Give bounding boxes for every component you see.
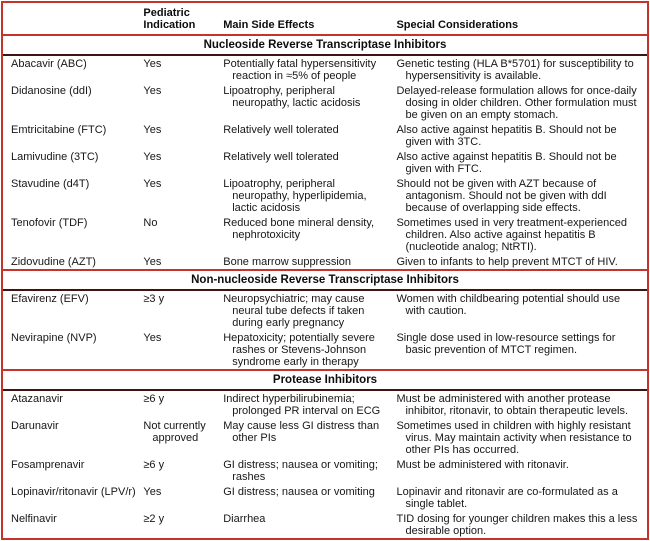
pediatric-indication: ≥3 y	[143, 292, 165, 305]
drug-name: Nelfinavir	[11, 512, 57, 525]
special-considerations: Also active against hepatitis B. Should not be given with FTC.	[396, 150, 617, 175]
side-effects: Lipoatrophy, peripheral neuropathy, hyperlipidemia, lactic acidosis	[223, 177, 367, 214]
special-considerations: Women with childbearing potential should use with caution.	[396, 292, 621, 317]
side-effects: Relatively well tolerated	[223, 150, 339, 163]
section-title-pi: Protease Inhibitors	[3, 370, 647, 390]
pediatric-indication: Yes	[143, 150, 162, 163]
side-effects: Lipoatrophy, peripheral neuropathy, lactic acidosis	[223, 84, 361, 109]
drug-name: Emtricitabine (FTC)	[11, 123, 107, 136]
pediatric-indication: Yes	[143, 177, 162, 190]
drug-name: Efavirenz (EFV)	[11, 292, 89, 305]
table-row	[3, 511, 647, 538]
drug-name: Tenofovir (TDF)	[11, 216, 88, 229]
side-effects: Relatively well tolerated	[223, 123, 339, 136]
drug-name: Lamivudine (3TC)	[11, 150, 99, 163]
special-considerations: Sometimes used in very treatment-experienced children. Also active against hepatitis B (nucleotide analog; NtRTI).	[396, 216, 627, 253]
special-considerations: Must be administered with another protease inhibitor, ritonavir, to obtain therapeutic levels.	[396, 392, 629, 417]
table-row	[3, 330, 647, 370]
pediatric-indication: ≥6 y	[143, 458, 165, 471]
section-header-row	[3, 35, 647, 55]
pediatric-indication: Not currently approved	[143, 419, 206, 444]
pediatric-indication: ≥2 y	[143, 512, 165, 525]
side-effects: Reduced bone mineral density, nephrotoxicity	[223, 216, 375, 241]
table-row	[3, 122, 647, 149]
table-row	[3, 83, 647, 122]
drug-name: Zidovudine (AZT)	[11, 255, 96, 268]
side-effects: GI distress; nausea or vomiting; rashes	[223, 458, 378, 483]
side-effects: Diarrhea	[223, 512, 266, 525]
column-header-pediatric-indication: Pediatric Indication	[143, 3, 223, 35]
special-considerations: Lopinavir and ritonavir are co-formulated as a single tablet.	[396, 485, 618, 510]
special-considerations: Genetic testing (HLA B*5701) for susceptibility to hypersensitivity is available.	[396, 57, 634, 82]
special-considerations: Also active against hepatitis B. Should not be given with 3TC.	[396, 123, 617, 148]
special-considerations: Given to infants to help prevent MTCT of HIV.	[396, 255, 618, 268]
table-row	[3, 290, 647, 330]
table-row	[3, 254, 647, 270]
antiretroviral-drug-table	[3, 3, 647, 538]
column-header-main-side-effects: Main Side Effects	[223, 3, 396, 35]
pediatric-indication: Yes	[143, 123, 162, 136]
table-row	[3, 390, 647, 418]
section-header-row	[3, 270, 647, 290]
side-effects: Bone marrow suppression	[223, 255, 352, 268]
drug-name: Stavudine (d4T)	[11, 177, 90, 190]
column-header-row	[3, 3, 647, 35]
pediatric-indication: No	[143, 216, 158, 229]
drug-name: Abacavir (ABC)	[11, 57, 87, 70]
section-header-row	[3, 370, 647, 390]
side-effects: GI distress; nausea or vomiting	[223, 485, 375, 498]
drug-name: Fosamprenavir	[11, 458, 85, 471]
side-effects: Indirect hyperbilirubinemia; prolonged PR interval on ECG	[223, 392, 381, 417]
drug-name: Lopinavir/ritonavir (LPV/r)	[11, 485, 136, 498]
drug-name: Didanosine (ddI)	[11, 84, 92, 97]
drug-name: Nevirapine (NVP)	[11, 331, 97, 344]
column-header-drug	[3, 3, 143, 35]
special-considerations: Must be administered with ritonavir.	[396, 458, 569, 471]
pediatric-indication: Yes	[143, 331, 162, 344]
pediatric-indication: Yes	[143, 57, 162, 70]
pediatric-indication: ≥6 y	[143, 392, 165, 405]
table-row	[3, 176, 647, 215]
table-row	[3, 484, 647, 511]
column-header-special-considerations: Special Considerations	[396, 3, 647, 35]
table-row	[3, 457, 647, 484]
table-row	[3, 215, 647, 254]
special-considerations: Single dose used in low-resource settings for basic prevention of MTCT regimen.	[396, 331, 616, 356]
table-row	[3, 418, 647, 457]
special-considerations: Should not be given with AZT because of antagonism. Should not be given with ddI because of overlapping side effects.	[396, 177, 607, 214]
side-effects: Potentially fatal hypersensitivity reaction in ≈5% of people	[223, 57, 377, 82]
side-effects: May cause less GI distress than other PIs	[223, 419, 380, 444]
side-effects: Hepatoxicity; potentially severe rashes or Stevens-Johnson syndrome early in therapy	[223, 331, 375, 368]
table-row	[3, 55, 647, 83]
section-title-nrti: Nucleoside Reverse Transcriptase Inhibitors	[3, 35, 647, 55]
side-effects: Neuropsychiatric; may cause neural tube defects if taken during early pregnancy	[223, 292, 365, 329]
pediatric-indication: Yes	[143, 485, 162, 498]
special-considerations: Delayed-release formulation allows for once-daily dosing in older children. Other formulation must be given on an empty stomach.	[396, 84, 637, 121]
special-considerations: TID dosing for younger children makes this a less desirable option.	[396, 512, 638, 537]
pediatric-indication: Yes	[143, 84, 162, 97]
pediatric-indication: Yes	[143, 255, 162, 268]
table-row	[3, 149, 647, 176]
drug-name: Darunavir	[11, 419, 59, 432]
special-considerations: Sometimes used in children with highly resistant virus. May maintain activity when resistance to other PIs has occurred.	[396, 419, 632, 456]
drug-name: Atazanavir	[11, 392, 63, 405]
table-frame	[1, 1, 649, 540]
section-title-nnrti: Non-nucleoside Reverse Transcriptase Inhibitors	[3, 270, 647, 290]
